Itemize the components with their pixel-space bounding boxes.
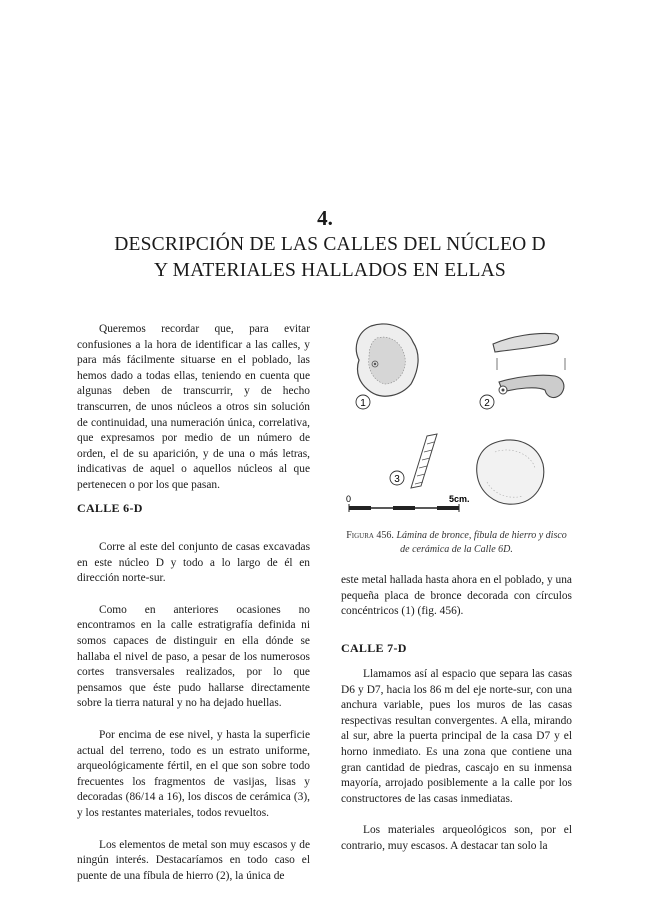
body-paragraph: Corre al este del conjunto de casas excavadas en este núcleo D y todo a lo largo de él en dirección norte-sur.	[77, 541, 310, 585]
right-column-continuation	[341, 573, 572, 620]
figure-label-2: 2	[484, 398, 490, 409]
body-paragraph: Los elementos de metal son muy escasos y de ningún interés. Destacaríamos en todo caso el puente de una fíbula de hierro (2), la única de	[77, 838, 310, 882]
chapter-title	[60, 232, 600, 284]
figure-caption-text: Lámina de bronce, fíbula de hierro y disco de cerámica de la Calle 6D.	[396, 530, 567, 555]
chapter-title-line-2: Y MATERIALES HALLADOS EN ELLAS	[154, 260, 506, 281]
body-paragraph: Los materiales arqueológicos son, por el contrario, muy escasos. A destacar tan solo la	[341, 824, 572, 852]
scale-end-label: 5cm.	[449, 494, 470, 504]
intro-paragraph-block	[77, 322, 310, 494]
chapter-number: 4.	[317, 206, 333, 230]
figure-label-3: 3	[394, 474, 400, 485]
calle-7d-text	[341, 667, 572, 855]
body-paragraph: Llamamos así al espacio que separa las casas D6 y D7, hacia los 86 m del eje norte-sur, con una anchura variable, pues los muros de las casas respectivas resultan convergentes. A ella, mirando al sur, abre la puerta principal de la casa D7 y el horno inmediato. Es una zona que contiene una gran cantidad de piedras, cascajo en su inmensa mayoría, arrojado posiblemente a la calle por los constructores de las casas inmediatas.	[341, 668, 572, 805]
section-heading-calle-6d: CALLE 6-D	[77, 501, 143, 515]
bronze-plate-drawing	[356, 324, 418, 396]
calle-6d-text	[77, 540, 310, 884]
iron-fibula-drawing	[493, 333, 565, 397]
figure-456-drawing	[341, 318, 572, 524]
scale-bar	[349, 504, 459, 512]
body-paragraph: Por encima de ese nivel, y hasta la superficie actual del terreno, todo es un estrato uniforme, arqueológicamente fértil, en el que son sobre todo frecuentes los fragmentos de vasijas, lisas y decoradas (86/14 a 16), los discos de cerámica (3), y los restantes materiales, todos revueltos.	[77, 728, 310, 819]
figure-caption	[341, 529, 572, 557]
scale-zero-label: 0	[346, 494, 352, 504]
intro-paragraph: Queremos recordar que, para evitar confusiones a la hora de identificar a las calles, y para más fácilmente situarse en el poblado, las hemos dado a todas ellas, teniendo en cuenta que algunas deben de transcurrir, y de hecho transcurren, de unos núcleos a otros sin solución de continuidad, una numeración única, correlativa, que expresamos por medio de un número de orden, el de su aparición, y de una o más letras, indicativas de aquel o aquellos núcleos al que pertenecen o por los que pasan.	[77, 323, 310, 491]
body-paragraph: Como en anteriores ocasiones no encontramos en la calle estratigrafía definida ni somos capaces de distinguir en ella dónde se hallaba el nivel de paso, a pesar de los numerosos cortes transversales realizados, por lo que pensamos que éste pudo hallarse directamente sobre la tierra natural y no ha dejado huellas.	[77, 603, 310, 710]
body-paragraph: este metal hallada hasta ahora en el poblado, y una pequeña placa de bronce decorada con círculos concéntricos (1) (fig. 456).	[341, 574, 572, 618]
figure-caption-label: Figura 456.	[346, 530, 394, 541]
ceramic-disc-section-drawing	[411, 434, 437, 488]
section-heading-calle-7d: CALLE 7-D	[341, 641, 407, 655]
chapter-title-line-1: DESCRIPCIÓN DE LAS CALLES DEL NÚCLEO D	[114, 234, 546, 255]
ceramic-disc-drawing	[477, 440, 544, 504]
figure-label-1: 1	[360, 398, 366, 409]
